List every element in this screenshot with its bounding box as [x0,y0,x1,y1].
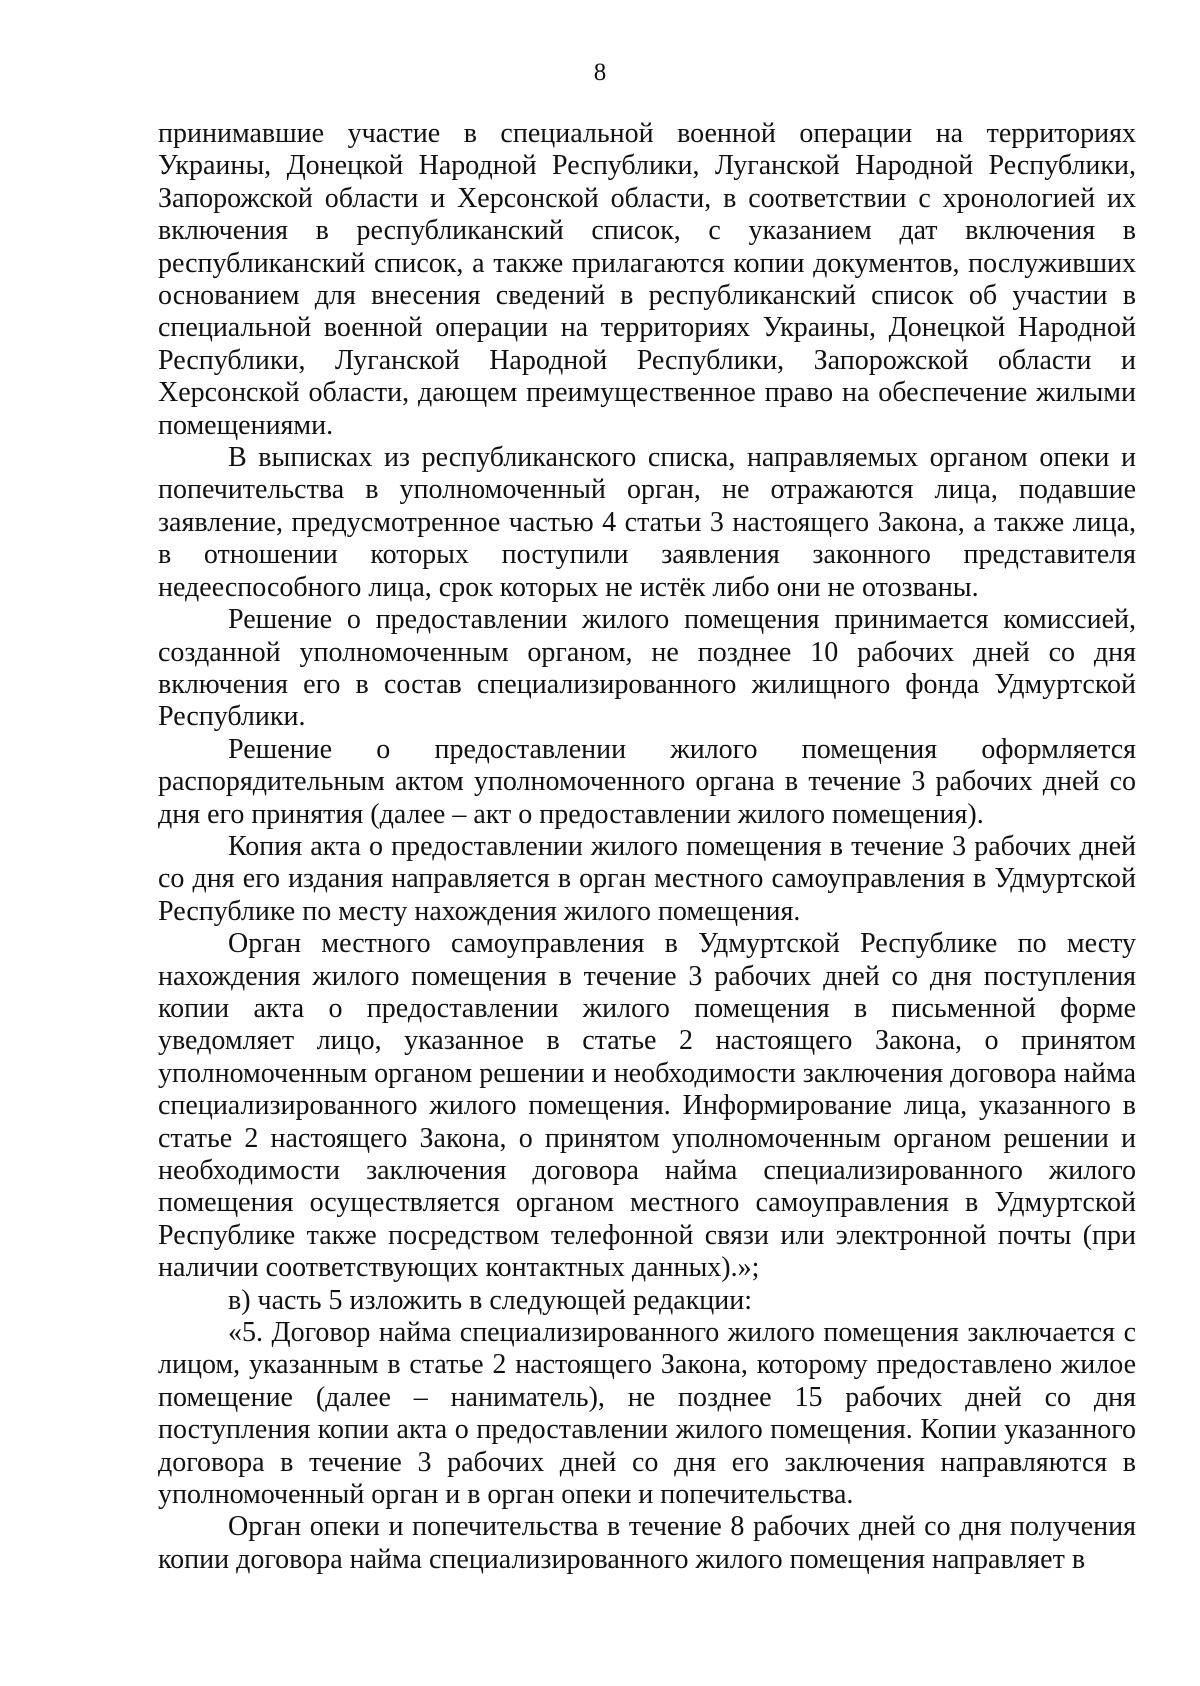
paragraph-guardianship: Орган опеки и попечительства в течение 8 рабочих дней со дня получения копии договора найма специализированного жилого помещения направляет в [158,1511,1136,1575]
paragraph-local-government: Орган местного самоуправления в Удмуртской Республике по месту нахождения жилого помещения в течение 3 рабочих дней со дня поступления копии акта о предоставлении жилого помещения в письменной форме уведомляет лицо, указанное в статье 2 настоящего Закона, о принятом уполномоченным органом решении и необходимости заключения договора найма специализированного жилого помещения. Информирование лица, указанного в статье 2 настоящего Закона, о принятом уполномоченным органом решении и необходимости заключения договора найма специализированного жилого помещения осуществляется органом местного самоуправления в Удмуртской Республике также посредством телефонной связи или электронной почты (при наличии соответствующих контактных данных).»; [158,928,1136,1284]
paragraph-continuation: принимавшие участие в специальной военной операции на территориях Украины, Донецкой Народной Республики, Луганской Народной Республики, Запорожской области и Херсонской области, в соответствии с хронологией их включения в республиканский список, с указанием дат включения в республиканский список, а также прилагаются копии документов, послуживших основанием для внесения сведений в республиканский список об участии в специальной военной операции на территориях Украины, Донецкой Народной Республики, Луганской Народной Республики, Запорожской области и Херсонской области, дающем преимущественное право на обеспечение жилыми помещениями. [158,118,1136,441]
paragraph-decision-commission: Решение о предоставлении жилого помещения принимается комиссией, созданной уполномоченным органом, не позднее 10 рабочих дней со дня включения его в состав специализированного жилищного фонда Удмуртской Республики. [158,604,1136,733]
document-body [158,118,1136,1576]
paragraph-contract: «5. Договор найма специализированного жилого помещения заключается с лицом, указанным в статье 2 настоящего Закона, которому предоставлено жилое помещение (далее – наниматель), не позднее 15 рабочих дней со дня поступления копии акта о предоставлении жилого помещения. Копии указанного договора в течение 3 рабочих дней со дня его заключения направляются в уполномоченный орган и в орган опеки и попечительства. [158,1317,1136,1511]
paragraph-extracts: В выписках из республиканского списка, направляемых органом опеки и попечительства в уполномоченный орган, не отражаются лица, подавшие заявление, предусмотренное частью 4 статьи 3 настоящего Закона, а также лица, в отношении которых поступили заявления законного представителя недееспособного лица, срок которых не истёк либо они не отозваны. [158,442,1136,603]
paragraph-part-5-amendment: в) часть 5 изложить в следующей редакции: [228,1284,753,1316]
paragraph-decision-act: Решение о предоставлении жилого помещения оформляется распорядительным актом уполномоченного органа в течение 3 рабочих дней со дня его принятия (далее – акт о предоставлении жилого помещения). [158,733,1136,830]
page-number: 8 [593,59,607,86]
paragraph-act-copy: Копия акта о предоставлении жилого помещения в течение 3 рабочих дней со дня его издания направляется в орган местного самоуправления в Удмуртской Республике по месту нахождения жилого помещения. [158,830,1136,927]
